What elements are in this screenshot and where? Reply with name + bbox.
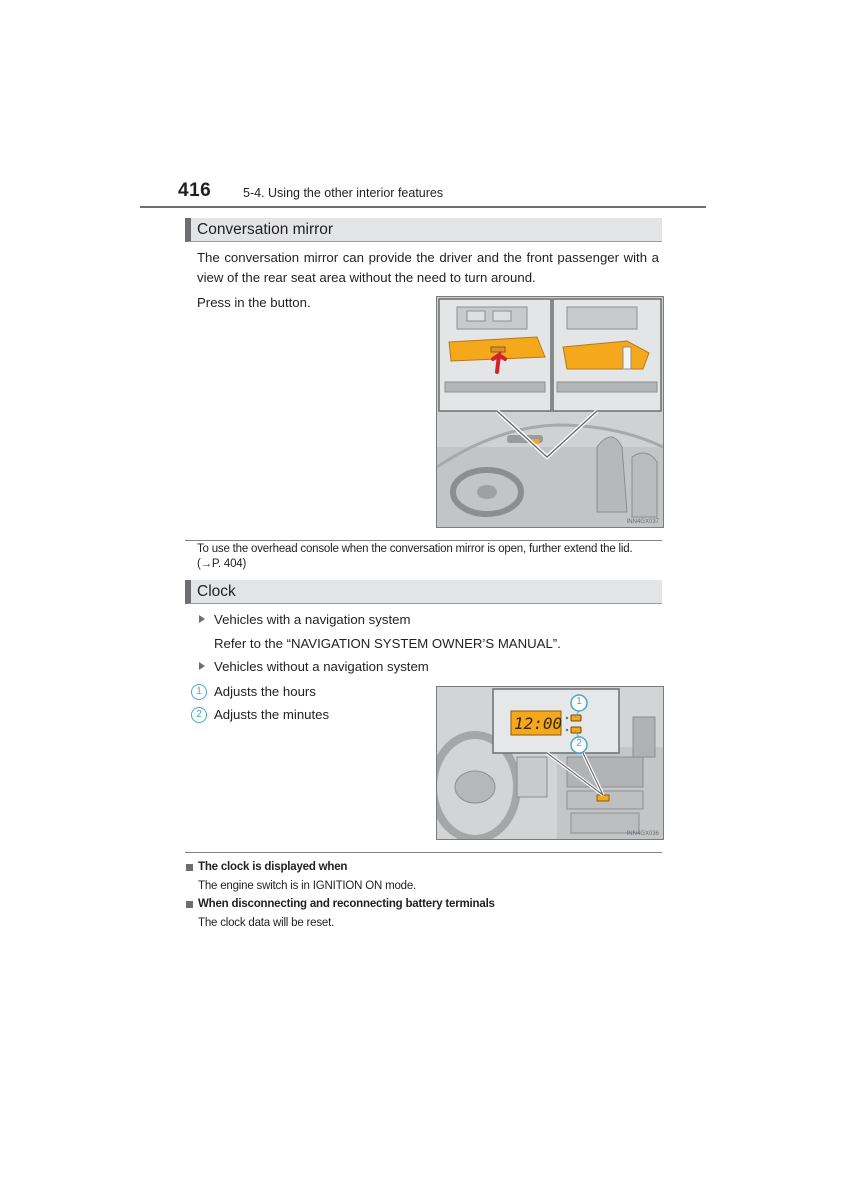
mirror-note — [197, 542, 667, 572]
callout-number-1: 1 — [191, 684, 207, 700]
note-heading-clock-displayed: The clock is displayed when — [198, 861, 348, 873]
section-title: Clock — [197, 583, 236, 600]
note-heading-battery: When disconnecting and reconnecting battery terminals — [198, 898, 495, 910]
adjust-hours-label: Adjusts the hours — [214, 684, 316, 699]
figure-callout-2: 2 — [576, 738, 582, 749]
note-text-battery: The clock data will be reset. — [198, 917, 335, 929]
mirror-note-line1: To use the overhead console when the conversation mirror is open, further extend the lid. — [197, 543, 633, 555]
adjust-minutes-label: Adjusts the minutes — [214, 707, 330, 722]
triangle-bullet-icon — [199, 615, 205, 623]
conversation-mirror-figure — [436, 296, 664, 528]
mirror-instruction: Press in the button. — [197, 295, 311, 310]
header-divider — [140, 206, 706, 208]
option-without-navigation — [199, 657, 429, 677]
square-bullet-icon — [186, 901, 193, 908]
section-title: Conversation mirror — [197, 221, 334, 238]
mirror-note-line2: (→P. 404) — [197, 558, 247, 570]
figure-code: INN4GX036 — [626, 831, 659, 837]
notes-divider — [185, 852, 662, 853]
callout-number-2: 2 — [191, 707, 207, 723]
clock-figure — [436, 686, 664, 840]
chapter-title: 5-4. Using the other interior features — [243, 186, 444, 200]
section-heading-clock — [185, 580, 662, 604]
option-with-navigation — [199, 610, 410, 630]
section-heading-conversation-mirror — [185, 218, 662, 242]
page-number: 416 — [178, 180, 212, 201]
triangle-bullet-icon — [199, 662, 205, 670]
option-label: Vehicles without a navigation system — [214, 659, 429, 674]
note-text-clock-displayed: The engine switch is in IGNITION ON mode. — [198, 880, 417, 892]
navigation-manual-reference: Refer to the “NAVIGATION SYSTEM OWNER’S MANUAL”. — [214, 636, 561, 651]
clock-display-time: 12:00 — [514, 714, 563, 733]
note-divider — [185, 540, 662, 541]
square-bullet-icon — [186, 864, 193, 871]
figure-code: INN4GX037 — [626, 519, 659, 525]
mirror-description: The conversation mirror can provide the driver and the front passenger with a view of the rear seat area without the need to turn around. — [197, 250, 659, 285]
option-label: Vehicles with a navigation system — [214, 612, 411, 627]
figure-callout-1: 1 — [576, 696, 582, 707]
